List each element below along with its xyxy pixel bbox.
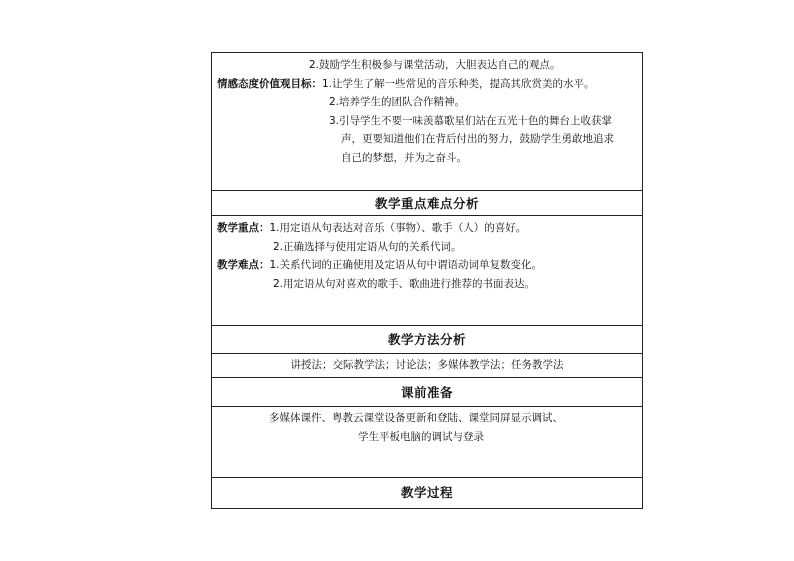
preparation-cell xyxy=(212,407,642,478)
difficulty-item-1: 1.关系代词的正确使用及定语从句中谓语动词单复数变化。 xyxy=(269,259,543,271)
emotion-goal-item-3-line-2: 声，更要知道他们在背后付出的努力，鼓励学生勇敢地追求 xyxy=(341,133,614,145)
preparation-line-1: 多媒体课件、粤教云课堂设备更新和登陆、课堂同屏显示调试、 xyxy=(269,412,563,424)
focus-label: 教学重点： xyxy=(217,222,270,234)
methods-content: 讲授法；交际教学法；讨论法；多媒体教学法；任务教学法 xyxy=(212,354,642,378)
preparation-line-2: 学生平板电脑的调试与登录 xyxy=(358,430,484,443)
preparation-heading: 课前准备 xyxy=(212,378,642,407)
key-points-cell xyxy=(212,216,642,326)
focus-item-1: 1.用定语从句表达对音乐（事物）、歌手（人）的喜好。 xyxy=(269,222,527,234)
emotion-goal-line-1 xyxy=(212,75,642,94)
teaching-goals-cell xyxy=(212,53,642,191)
emotion-goal-item-3-line-3: 自己的梦想，并为之奋斗。 xyxy=(341,151,467,164)
process-heading: 教学过程 xyxy=(400,485,453,500)
methods-heading: 教学方法分析 xyxy=(212,326,642,354)
difficulty-item-2: 2.用定语从句对喜欢的歌手、歌曲进行推荐的书面表达。 xyxy=(273,277,536,290)
ability-goal-item-2: 2.鼓励学生积极参与课堂活动，大胆表达自己的观点。 xyxy=(309,59,561,71)
focus-item-2: 2.正确选择与使用定语从句的关系代词。 xyxy=(273,240,462,253)
key-points-heading: 教学重点难点分析 xyxy=(212,191,642,216)
lesson-plan-table xyxy=(211,52,643,509)
difficulty-line-1 xyxy=(212,256,642,275)
emotion-goal-item-2: 2.培养学生的团队合作精神。 xyxy=(329,96,466,108)
emotion-goal-item-1: 1.让学生了解一些常见的音乐种类，提高其欣赏美的水平。 xyxy=(322,77,595,90)
difficulty-label: 教学难点： xyxy=(217,259,270,271)
emotion-goal-label: 情感态度价值观目标： xyxy=(217,77,322,90)
emotion-goal-item-3-line-1: 3.引导学生不要一味羡慕歌星们站在五光十色的舞台上收获掌 xyxy=(329,114,613,127)
focus-line-1 xyxy=(212,219,642,238)
